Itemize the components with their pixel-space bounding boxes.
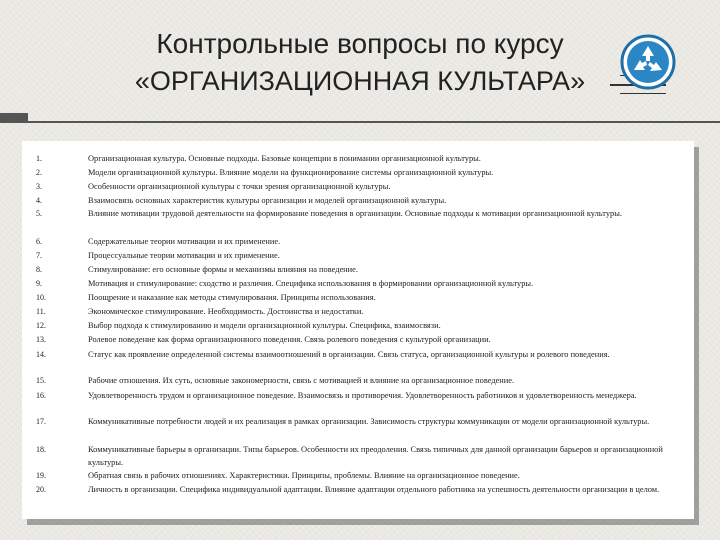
question-text: Коммуникативные барьеры в организации. Типы барьеров. Особенности их преодоления. Связь типичных для данной организации барьеров и организационной культуры.	[88, 445, 663, 467]
question-text: Процессуальные теории мотивации и их применение.	[88, 251, 280, 260]
question-number: 12.	[36, 321, 46, 330]
question-text: Модели организационной культуры. Влияние модели на функционирование системы организационной культуры.	[88, 168, 494, 177]
question-number: 17.	[36, 417, 46, 426]
question-number: 5.	[36, 209, 42, 218]
question-text: Содержательные теории мотивации и их применение.	[88, 237, 281, 246]
page-title-line2: «ОРГАНИЗАЦИОННАЯ КУЛЬТАРА»	[134, 66, 586, 96]
question-number: 18.	[36, 445, 46, 454]
question-text: Взаимосвязь основных характеристик культуры организации и моделей организационной культуры.	[88, 196, 447, 205]
recycle-icon	[620, 34, 676, 90]
question-number: 14.	[36, 350, 46, 359]
question-number: 4.	[36, 196, 42, 205]
question-number: 19.	[36, 471, 46, 480]
question-number: 11.	[36, 307, 46, 316]
question-text: Обратная связь в рабочих отношениях. Характеристики. Принципы, проблемы. Влияние на организационное поведение.	[88, 471, 520, 480]
question-text: Коммуникативные потребности людей и их реализация в рамках организации. Зависимость структуры коммуникации от модели организационной культуры.	[88, 417, 650, 426]
question-number: 16.	[36, 391, 46, 400]
question-text: Статус как проявление определенной системы взаимоотношений в организации. Связь статуса, организационной культуры и ролевого поведения.	[88, 350, 610, 359]
question-text: Рабочие отношения. Их суть, основные закономерности, связь с мотивацией и влияние на организационное поведение.	[88, 376, 515, 385]
question-number: 13.	[36, 335, 46, 344]
question-text: Выбор подхода к стимулированию и модели организационной культуры. Специфика, взаимосвязи.	[88, 321, 441, 330]
question-text: Влияние мотивации трудовой деятельности на формирование поведения в организации. Основные подходы к мотивации организационной культуры.	[88, 209, 622, 218]
question-text: Организационная культура. Основные подходы. Базовые концепции в понимании организационной культуры.	[88, 154, 481, 163]
header-divider	[0, 121, 720, 123]
question-text: Ролевое поведение как форма организационного поведения. Связь ролевого поведения с культурой организации.	[88, 335, 491, 344]
question-number: 9.	[36, 279, 42, 288]
question-number: 10.	[36, 293, 46, 302]
title-decoration-line	[620, 93, 666, 94]
question-number: 15.	[36, 376, 46, 385]
question-text: Поощрение и наказание как методы стимулирования. Принципы использования.	[88, 293, 376, 302]
question-text: Удовлетворенность трудом и организационное поведение. Взаимосвязь и противоречия. Удовлетворенность работников и удовлетворенность менеджера.	[88, 391, 637, 400]
questions-document	[22, 141, 694, 519]
question-number: 2.	[36, 168, 42, 177]
question-number: 20.	[36, 485, 46, 494]
question-number: 3.	[36, 182, 42, 191]
question-text: Экономическое стимулирование. Необходимость. Достоинства и недостатки.	[88, 307, 364, 316]
question-number: 8.	[36, 265, 42, 274]
question-number: 7.	[36, 251, 42, 260]
question-number: 6.	[36, 237, 42, 246]
question-text: Личность в организации. Специфика индивидуальной адаптации. Влияние адаптации отдельного работника на успешность деятельности организации в целом.	[88, 485, 660, 494]
question-number: 1.	[36, 154, 42, 163]
question-text: Мотивация и стимулирование: сходство и различия. Специфика использования в формировании организационной культуры.	[88, 279, 534, 288]
page-title-line1: Контрольные вопросы по курсу	[156, 28, 564, 59]
question-text: Особенности организационной культуры с точки зрения организационной культуры.	[88, 182, 391, 191]
question-text: Стимулирование: его основные формы и механизмы влияния на поведение.	[88, 265, 358, 274]
